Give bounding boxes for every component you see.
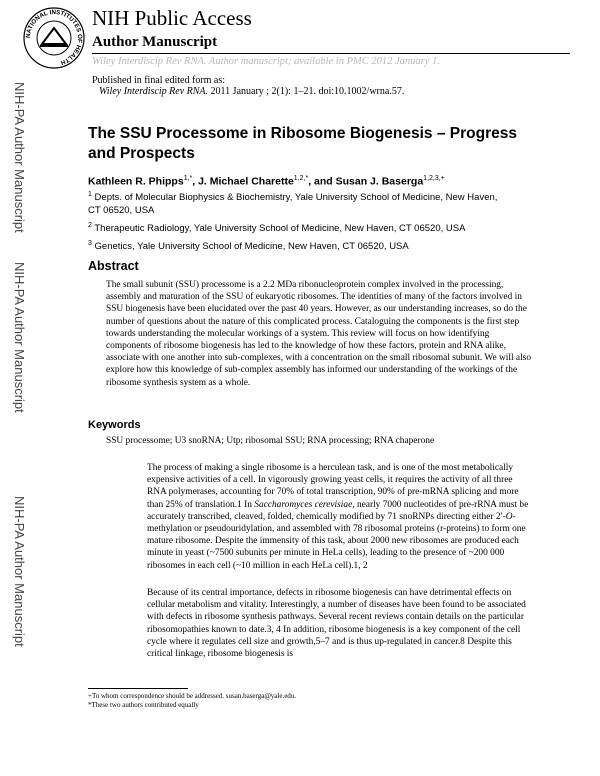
affiliation-text: Therapeutic Radiology, Yale University School of Medicine, New Haven, CT 06520, USA <box>94 223 466 235</box>
author-affiliation-mark: 1,2,* <box>293 175 309 182</box>
keywords-heading: Keywords <box>88 419 141 431</box>
keywords-list: SSU processome; U3 snoRNA; Utp; ribosomal SSU; RNA processing; RNA chaperone <box>106 436 435 446</box>
paragraph-text: The process of making a single ribosome is a herculean task, and is one of the most metabolically expensive activities of a cell. In vigorously growing yeast cells, it requires the activity of all three RNA polymerases, accounting for 70% of total transcription, 90% of pre-mRNA splicing and more than 25% of translation.1 In <box>147 463 519 510</box>
author-list <box>88 172 445 189</box>
footnote-divider <box>88 688 188 689</box>
side-label: NIH-PA Author Manuscript <box>12 82 27 233</box>
side-label: NIH-PA Author Manuscript <box>12 262 27 413</box>
affiliation <box>88 237 508 253</box>
nih-public-access-title: NIH Public Access <box>92 6 252 30</box>
article-title: The SSU Processome in Ribosome Biogenesis – Progress and Prospects <box>88 125 517 162</box>
footnote: *These two authors contributed equally <box>88 701 199 709</box>
affiliation-number: 1 <box>88 191 92 198</box>
published-label: Published in final edited form as: <box>92 75 226 86</box>
italic-o: O <box>505 511 513 522</box>
affiliation-text: Depts. of Molecular Biophysics & Biochemistry, Yale University School of Medicine, New Haven, CT 06520, USA <box>88 192 498 217</box>
published-details: 2011 January ; 2(1): 1–21. doi:10.1002/wrna.57. <box>208 86 405 97</box>
footnote: +To whom correspondence should be addressed. susan.baserga@yale.edu. <box>88 692 297 700</box>
author-separator: , and <box>308 175 336 188</box>
author-affiliation-mark: 1,2,3,+ <box>423 175 445 182</box>
species-name: Saccharomyces cerevisiae <box>254 499 353 510</box>
body-paragraph: Because of its central importance, defects in ribosome biogenesis can have detrimental effects on cellular metabolism and vitality. Interestingly, a number of diseases have been found to be associated with defects in ribosome synthesis pathways. Several recent reviews contain details on the particular ribosomopathies known to date.3, 4 In addition, ribosome biogenesis is a key component of the cell cycle where it regulates cell size and growth,5–7 and is thus up-regulated in cancer.8 Despite this critical linkage, ribosome biogenesis is <box>147 588 526 660</box>
citation-line: Wiley Interdiscip Rev RNA. Author manuscript; available in PMC 2012 January 1. <box>92 56 440 67</box>
side-label: NIH-PA Author Manuscript <box>12 496 27 647</box>
affiliation <box>88 188 508 217</box>
body-paragraph <box>147 462 533 572</box>
author-name: J. Michael Charette <box>198 175 294 188</box>
published-journal: Wiley Interdiscip Rev RNA. <box>99 86 209 97</box>
author-manuscript-label: Author Manuscript <box>92 34 218 50</box>
affiliation <box>88 219 508 235</box>
paragraph-text: , nearly 7000 nucleotides of pre-rRNA must be accurately transcribed, cleaved, folded, chemically modified by 71 snoRNPs directing either 2′- <box>147 499 529 522</box>
abstract-heading: Abstract <box>88 259 139 273</box>
affiliation-number: 3 <box>88 240 92 247</box>
author-name: Kathleen R. Phipps <box>88 175 184 188</box>
logo-text: NATIONAL INSTITUTES OF HEALTH <box>24 8 84 66</box>
author-separator: , <box>192 175 199 188</box>
author-affiliation-mark: 1,* <box>183 175 193 182</box>
svg-text:NATIONAL INSTITUTES OF HEALTH <box>25 9 83 66</box>
header-divider <box>92 53 570 54</box>
published-citation <box>99 86 404 98</box>
abstract-text: The small subunit (SSU) processome is a 2.2 MDa ribonucleoprotein complex involved in the processing, assembly and maturation of the SSU of eukaryotic ribosomes. The identities of many of the factors involved in SSU biogenesis have been elucidated over the past 40 years. However, as our understanding increases, so do the number of questions about the nature of this complicated process. Cataloguing the components is the first step towards understanding the molecular workings of a system. This review will focus on how identifying components of ribosome biogenesis has led to the knowledge of how these factors, protein and RNA alike, associate with one another into sub-complexes, with a concentration on the small ribosomal subunit. We will also explore how this knowledge of sub-complex assembly has informed our understanding of the workings of the ribosome synthesis system as a whole. <box>106 280 532 388</box>
affiliation-number: 2 <box>88 222 92 229</box>
author-name: Susan J. Baserga <box>335 175 424 188</box>
affiliation-text: Genetics, Yale University School of Medicine, New Haven, CT 06520, USA <box>94 241 409 253</box>
nih-logo <box>22 6 86 70</box>
paragraph-text: -methylation or pseudouridylation, and assembled with 78 ribosomal proteins (r-proteins) to form one mature ribosome. Despite the immensity of this task, about 2000 new ribosomes are produced each minute in yeast (~7500 subunits per minute in HeLa cells), leading to the presence of ~200 000 ribosomes in each cell (~10 million in each HeLa cell).1, 2 <box>147 511 526 571</box>
